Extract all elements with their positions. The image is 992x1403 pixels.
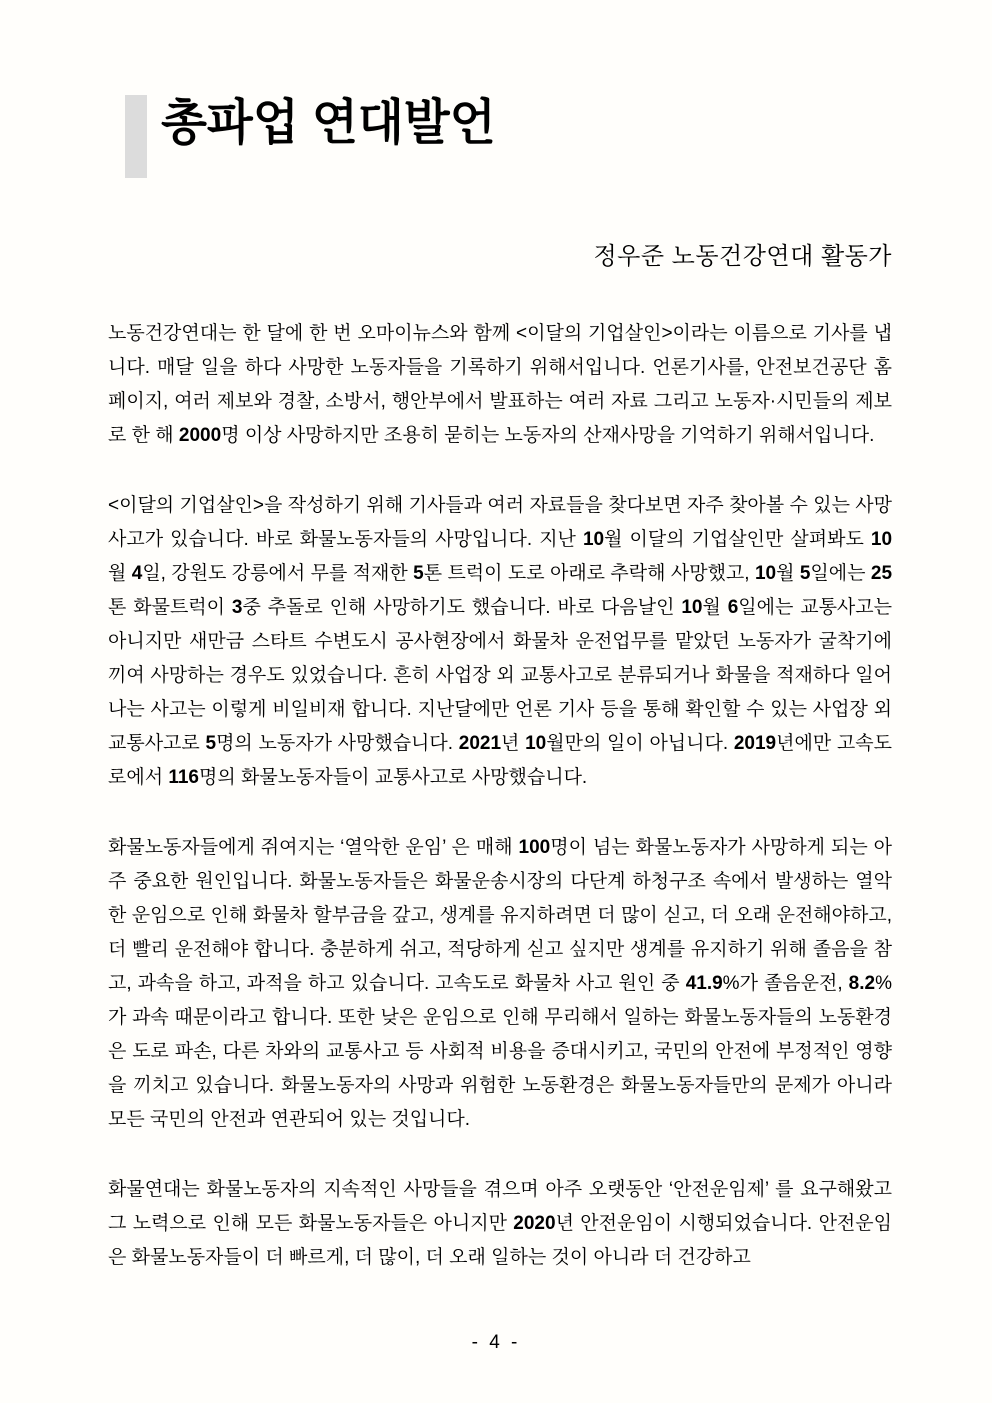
paragraph-1: 노동건강연대는 한 달에 한 번 오마이뉴스와 함께 <이달의 기업살인>이라는 이름으로 기사를 냅니다. 매달 일을 하다 사망한 노동자들을 기록하기 위해서입니다. 언론기사를, 안전보건공단 홈페이지, 여러 제보와 경찰, 소방서, 행안부에서 발표하는 여러 자료 그리고 노동자·시민들의 제보로 한 해 2000명 이상 사망하지만 조용히 묻히는 노동자의 산재사망을 기억하기 위해서입니다. bbox=[108, 323, 892, 446]
paragraph-3: 화물노동자들에게 쥐여지는 ‘열악한 운임’ 은 매해 100명이 넘는 화물노동자가 사망하게 되는 아주 중요한 원인입니다. 화물노동자들은 화물운송시장의 다단계 하청구조 속에서 발생하는 열악한 운임으로 인해 화물차 할부금을 갚고, 생계를 유지하려면 더 많이 싣고, 더 오래 운전해야하고, 더 빨리 운전해야 합니다. 충분하게 쉬고, 적당하게 싣고 싶지만 생계를 유지하기 위해 졸음을 참고, 과속을 하고, 과적을 하고 있습니다. 고속도로 화물차 사고 원인 중 41.9%가 졸음운전, 8.2%가 과속 때문이라고 합니다. 또한 낮은 운임으로 인해 무리해서 일하는 화물노동자들의 노동환경은 도로 파손, 다른 차와의 교통사고 등 사회적 비용을 증대시키고, 국민의 안전에 부정적인 영향을 끼치고 있습니다. 화물노동자의 사망과 위험한 노동환경은 화물노동자들만의 문제가 아니라 모든 국민의 안전과 연관되어 있는 것입니다. bbox=[108, 837, 892, 1130]
author-byline: 정우준 노동건강연대 활동가 bbox=[593, 243, 892, 270]
paragraph-2: <이달의 기업살인>을 작성하기 위해 기사들과 여러 자료들을 찾다보면 자주 찾아볼 수 있는 사망사고가 있습니다. 바로 화물노동자들의 사망입니다. 지난 10월 이달의 기업살인만 살펴봐도 10월 4일, 강원도 강릉에서 무를 적재한 5톤 트럭이 도로 아래로 추락해 사망했고, 10월 5일에는 25톤 화물트럭이 3중 추돌로 인해 사망하기도 했습니다. 바로 다음날인 10월 6일에는 교통사고는 아니지만 새만금 스타트 수변도시 공사현장에서 화물차 운전업무를 맡았던 노동자가 굴착기에 끼여 사망하는 경우도 있었습니다. 흔히 사업장 외 교통사고로 분류되거나 화물을 적재하다 일어나는 사고는 이렇게 비일비재 합니다. 지난달에만 언론 기사 등을 통해 확인할 수 있는 사업장 외 교통사고로 5명의 노동자가 사망했습니다. 2021년 10월만의 일이 아닙니다. 2019년에만 고속도로에서 116명의 화물노동자들이 교통사고로 사망했습니다. bbox=[108, 495, 893, 788]
document-body bbox=[108, 317, 892, 1275]
paragraph-4: 화물연대는 화물노동자의 지속적인 사망들을 겪으며 아주 오랫동안 ‘안전운임제’ 를 요구해왔고 그 노력으로 인해 모든 화물노동자들은 아니지만 2020년 안전운임이 시행되었습니다. 안전운임은 화물노동자들이 더 빠르게, 더 많이, 더 오래 일하는 것이 아니라 더 건강하고 bbox=[108, 1179, 892, 1268]
title-accent-bar bbox=[125, 95, 147, 178]
document-header bbox=[125, 95, 506, 178]
page-number: - 4 - bbox=[471, 1332, 521, 1353]
page-title: 총파업 연대발언 bbox=[161, 96, 496, 150]
